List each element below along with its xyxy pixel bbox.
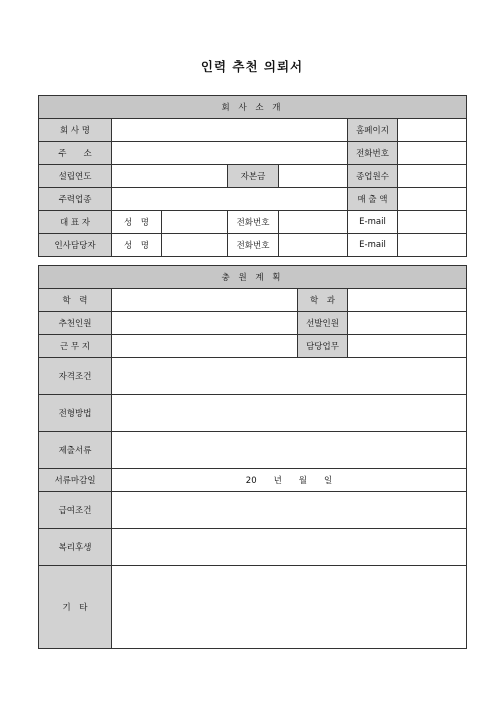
education-label: 학 력 [39, 289, 112, 312]
employees-field[interactable] [398, 165, 467, 188]
capital-label: 자본금 [228, 165, 279, 188]
ceo-name-label: 성 명 [112, 211, 162, 234]
homepage-label: 홈페이지 [348, 119, 398, 142]
hr-manager-label: 인사담당자 [39, 234, 112, 257]
major-field[interactable] [348, 289, 467, 312]
workplace-field[interactable] [112, 335, 298, 358]
welfare-label: 복리후생 [39, 529, 112, 566]
company-phone-field[interactable] [398, 142, 467, 165]
revenue-field[interactable] [398, 188, 467, 211]
homepage-field[interactable] [398, 119, 467, 142]
deadline-label: 서류마감일 [39, 469, 112, 492]
page-title: 인력 추천 의뢰서 [200, 59, 304, 74]
address-label: 주 소 [39, 142, 112, 165]
main-business-label: 주력업종 [39, 188, 112, 211]
welfare-field[interactable] [112, 529, 467, 566]
workplace-label: 근 무 지 [39, 335, 112, 358]
founded-field[interactable] [112, 165, 228, 188]
company-section-header: 회 사 소 개 [39, 96, 467, 119]
ceo-email-field[interactable] [398, 211, 467, 234]
deadline-field[interactable]: 20 년 월 일 [112, 469, 467, 492]
recommend-count-label: 추천인원 [39, 312, 112, 335]
employees-label: 종업원수 [348, 165, 398, 188]
etc-label: 기 타 [39, 566, 112, 649]
select-count-field[interactable] [348, 312, 467, 335]
main-business-field[interactable] [112, 188, 348, 211]
revenue-label: 매 출 액 [348, 188, 398, 211]
hr-phone-field[interactable] [279, 234, 348, 257]
select-count-label: 선발인원 [298, 312, 348, 335]
recommend-count-field[interactable] [112, 312, 298, 335]
salary-label: 급여조건 [39, 492, 112, 529]
qualification-field[interactable] [112, 358, 467, 395]
ceo-phone-label: 전화번호 [228, 211, 279, 234]
company-name-field[interactable] [112, 119, 348, 142]
founded-label: 설립연도 [39, 165, 112, 188]
salary-field[interactable] [112, 492, 467, 529]
qualification-label: 자격조건 [39, 358, 112, 395]
duty-field[interactable] [348, 335, 467, 358]
documents-field[interactable] [112, 432, 467, 469]
company-phone-label: 전화번호 [348, 142, 398, 165]
company-name-label: 회 사 명 [39, 119, 112, 142]
etc-field[interactable] [112, 566, 467, 649]
ceo-phone-field[interactable] [279, 211, 348, 234]
ceo-label: 대 표 자 [39, 211, 112, 234]
major-label: 학 과 [298, 289, 348, 312]
hr-name-label: 성 명 [112, 234, 162, 257]
company-info-table [38, 95, 467, 257]
duty-label: 담당업무 [298, 335, 348, 358]
ceo-name-field[interactable] [162, 211, 228, 234]
hr-phone-label: 전화번호 [228, 234, 279, 257]
selection-method-field[interactable] [112, 395, 467, 432]
recruit-section-header: 충 원 계 획 [39, 266, 467, 289]
education-field[interactable] [112, 289, 298, 312]
selection-method-label: 전형방법 [39, 395, 112, 432]
capital-field[interactable] [279, 165, 348, 188]
ceo-email-label: E-mail [348, 211, 398, 234]
address-field[interactable] [112, 142, 348, 165]
recruitment-plan-table [38, 265, 467, 649]
documents-label: 제출서류 [39, 432, 112, 469]
hr-name-field[interactable] [162, 234, 228, 257]
hr-email-field[interactable] [398, 234, 467, 257]
hr-email-label: E-mail [348, 234, 398, 257]
